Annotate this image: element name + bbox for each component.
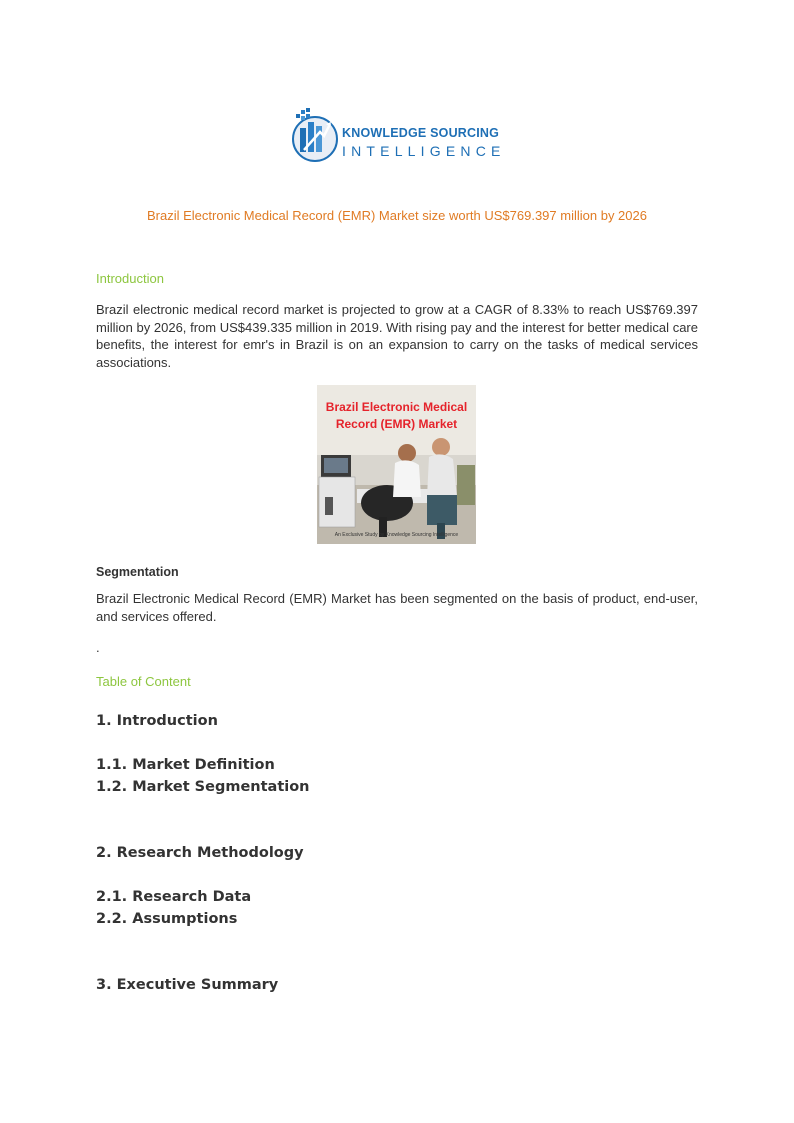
report-title: Brazil Electronic Medical Record (EMR) Market size worth US$769.397 million by 2026 [147, 208, 647, 223]
toc-item: 2.2. Assumptions [96, 911, 238, 927]
segmentation-heading: Segmentation [96, 565, 179, 579]
cover-image-caption: An Exclusive Study by Knowledge Sourcing Intelligence [334, 532, 459, 538]
logo-text-line2: INTELLIGENCE [342, 143, 506, 159]
toc-item: 2. Research Methodology [96, 845, 304, 861]
logo-text-line1: KNOWLEDGE SOURCING [342, 126, 500, 140]
introduction-paragraph: Brazil electronic medical record market is projected to grow at a CAGR of 8.33% to reach US$769.397 million by 2026, from US$439.335 million in 2019. With rising pay and the interest for better medical care benefits, the interest for emr's in Brazil is on an expansion to carry on the tasks of medical services associations. [96, 302, 698, 370]
toc-item: 1.1. Market Definition [96, 757, 275, 773]
introduction-heading: Introduction [96, 271, 164, 286]
separator-dot: . [96, 640, 100, 655]
toc-item: 2.1. Research Data [96, 889, 252, 905]
segmentation-paragraph: Brazil Electronic Medical Record (EMR) Market has been segmented on the basis of product, end-user, and services offered. [96, 591, 698, 624]
company-logo [290, 106, 510, 166]
toc-item: 3. Executive Summary [96, 977, 279, 993]
toc-heading: Table of Content [96, 674, 191, 689]
cover-image-title: Brazil Electronic Medical Record (EMR) Market [325, 400, 468, 431]
toc-item: 1.2. Market Segmentation [96, 779, 310, 795]
toc-item: 1. Introduction [96, 713, 218, 729]
logo-emblem-icon [290, 106, 342, 166]
market-cover-image [317, 385, 476, 544]
